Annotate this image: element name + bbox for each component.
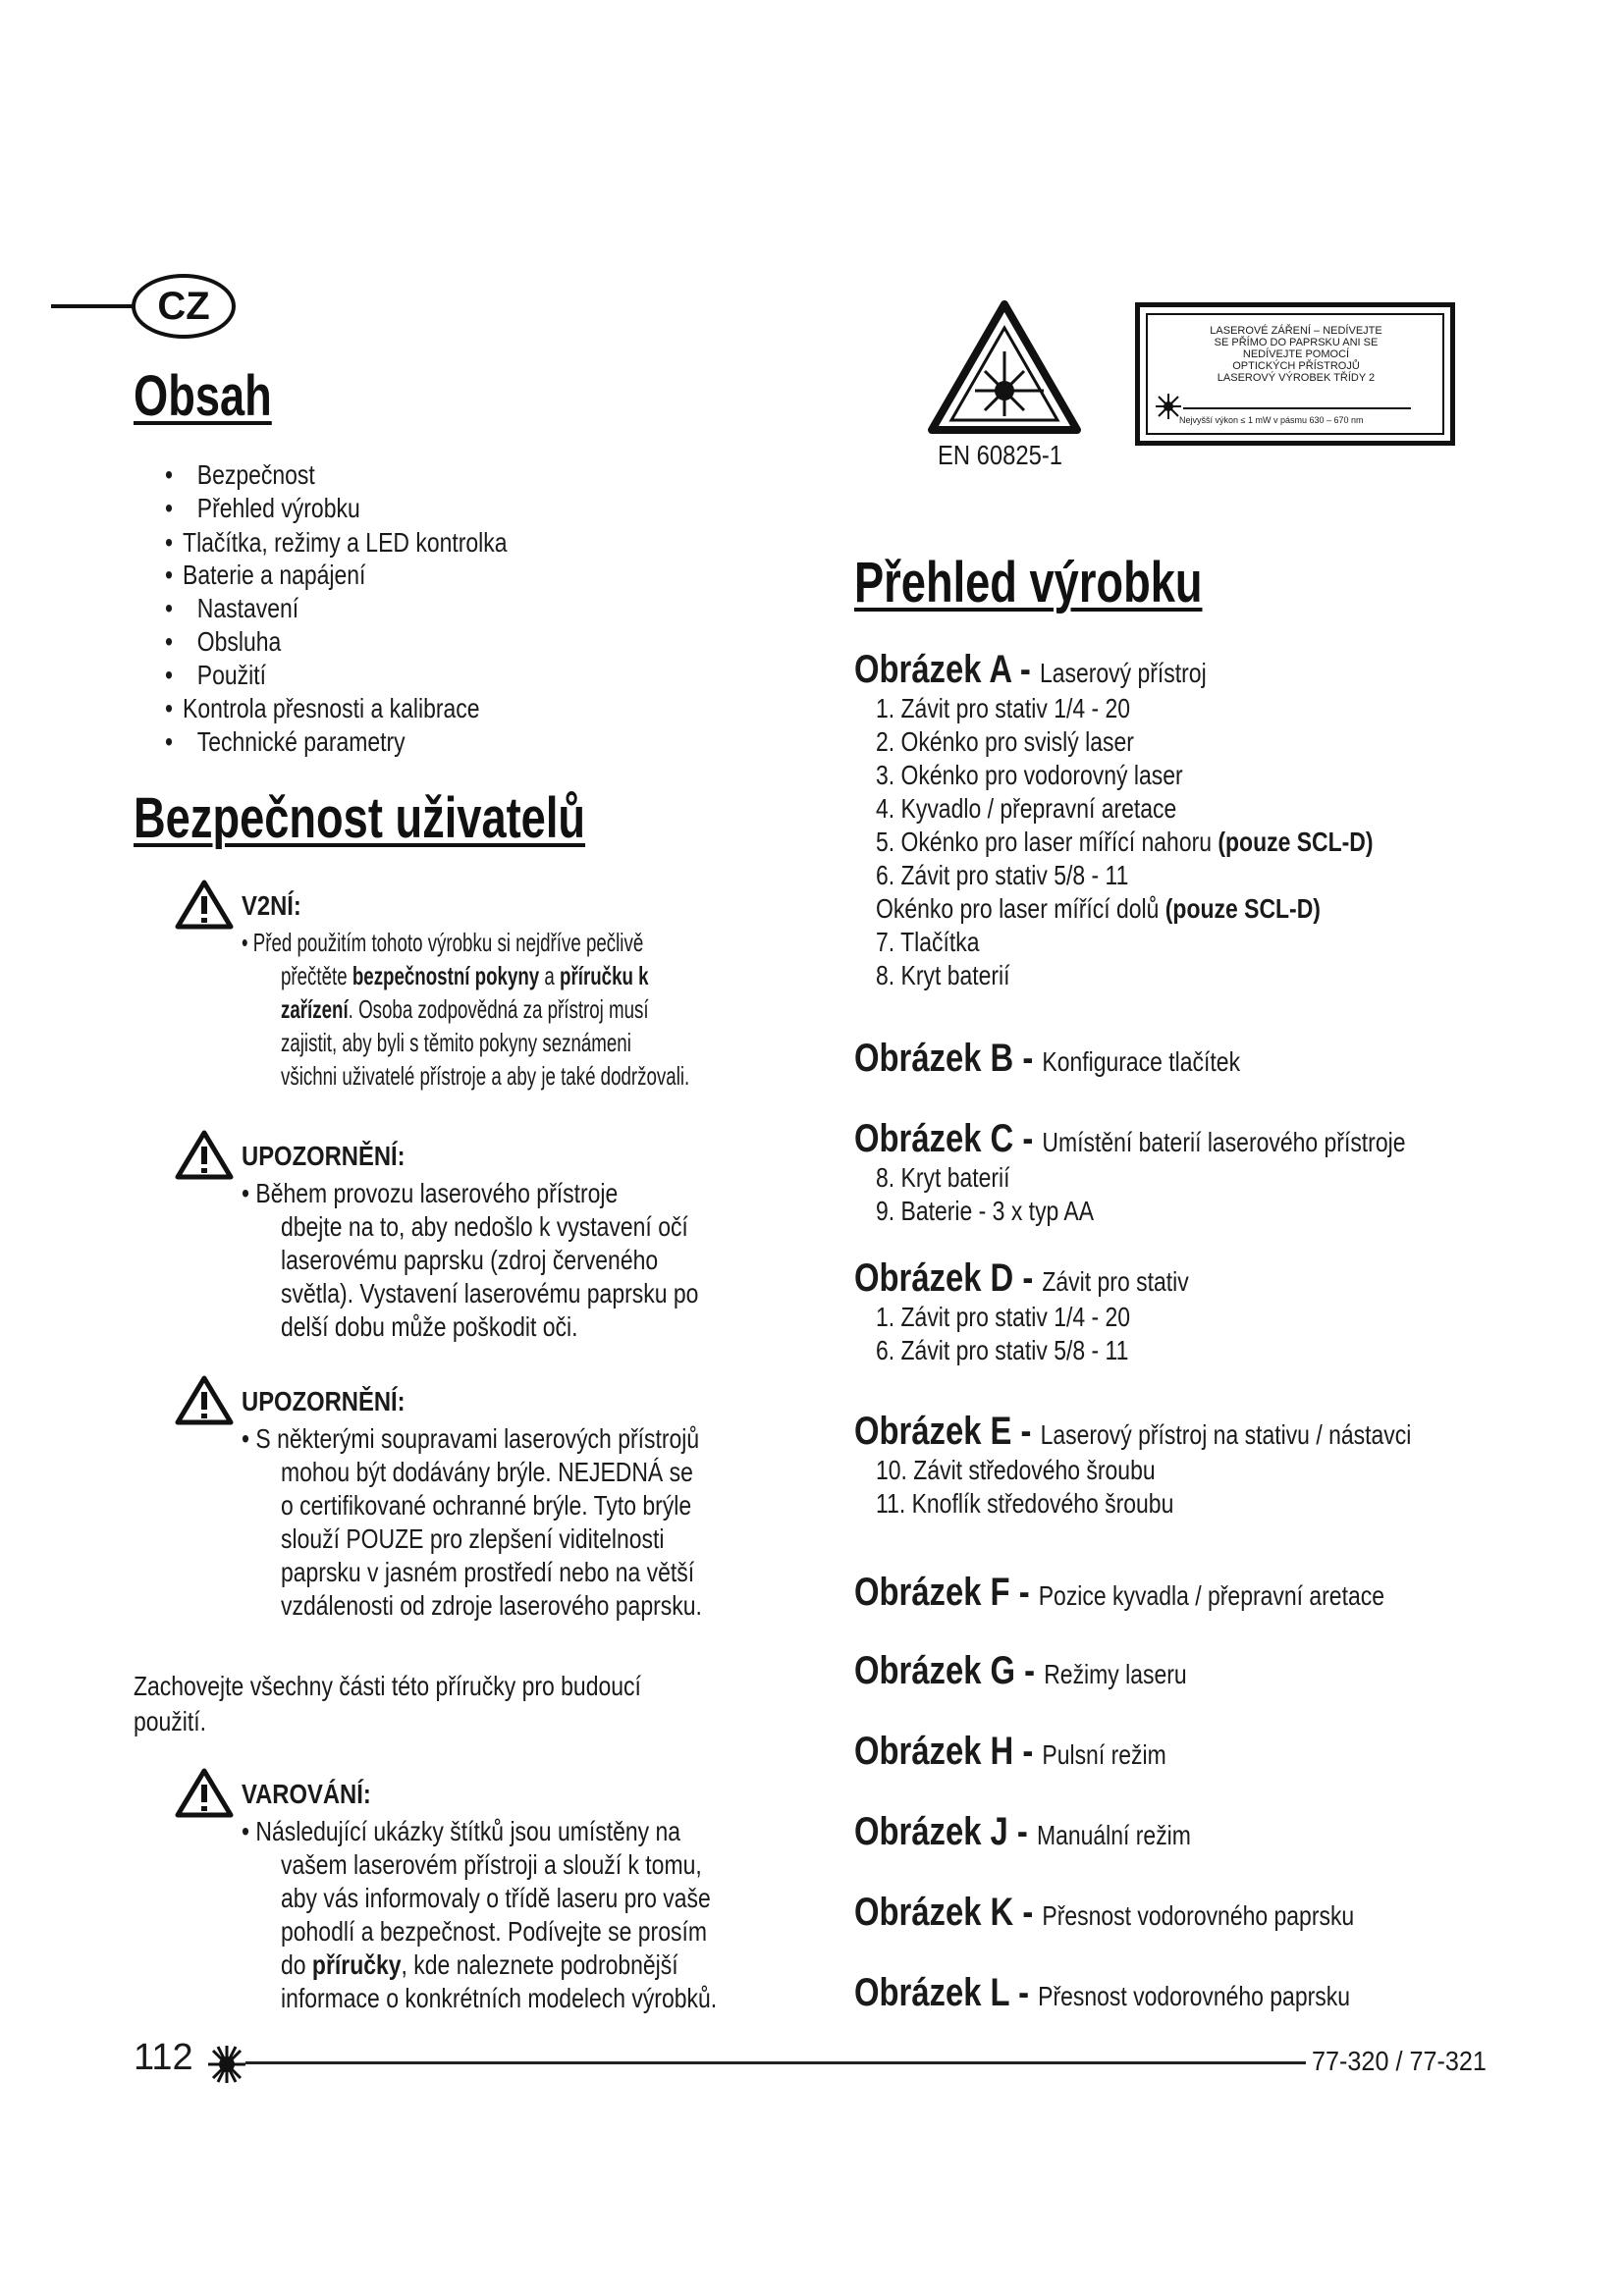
figure-heading: [854, 1891, 1354, 1935]
warning-text-line: • Před použitím tohoto výrobku si nejdříve pečlivě: [242, 928, 644, 957]
toc-item: [165, 693, 480, 724]
figure-heading: [854, 1649, 1187, 1693]
warning-triangle-icon: [175, 1767, 234, 1818]
figure-heading: [854, 648, 1207, 692]
figure-description: Závit pro stativ: [1042, 1266, 1189, 1297]
figure-label: Obrázek D: [854, 1256, 1014, 1300]
figure-label: Obrázek J: [854, 1810, 1008, 1853]
bullet: •: [165, 527, 174, 558]
figure-heading: [854, 1037, 1240, 1081]
toc-item: [165, 726, 406, 758]
warning-title: VAROVÁNÍ:: [242, 1779, 371, 1809]
bullet: •: [165, 560, 174, 590]
bullet: •: [165, 626, 174, 657]
figure-label: Obrázek K: [854, 1891, 1014, 1934]
warning-text-line: delší dobu může poškodit oči.: [281, 1311, 578, 1342]
figure-heading: [854, 1256, 1189, 1301]
figure-separator: -: [1013, 1256, 1043, 1300]
figure-part: 2. Okénko pro svislý laser: [876, 726, 1134, 757]
laser-label-text: [1164, 325, 1429, 384]
laser-label-line: LASEROVÝ VÝROBEK TŘÍDY 2: [1217, 372, 1376, 384]
country-badge: [132, 274, 236, 339]
keep-manual-line-1: Zachovejte všechny části této příručky pro budoucí: [134, 1671, 641, 1701]
bullet: •: [165, 493, 174, 523]
figure-label: Obrázek C: [854, 1117, 1014, 1160]
figure-separator: -: [1010, 648, 1040, 691]
warning-text-line: všichni uživatelé přístroje a aby je také dodržovali.: [281, 1061, 690, 1091]
keep-manual-note: [134, 1671, 641, 1737]
figure-part: 4. Kyvadlo / přepravní aretace: [876, 793, 1177, 824]
laser-class-label: [1135, 302, 1455, 446]
country-code: CZ: [157, 285, 210, 328]
warning-triangle-icon: [175, 1129, 234, 1180]
figure-description: Pulsní režim: [1042, 1739, 1166, 1770]
figure-label: Obrázek A: [854, 648, 1011, 691]
laser-burst-icon: [206, 2044, 247, 2085]
warning-text-line: aby vás informovaly o třídě laseru pro vaše: [281, 1883, 711, 1913]
toc-item: [165, 626, 281, 658]
figure-description: Přesnost vodorovného paprsku: [1042, 1900, 1355, 1931]
figure-heading: [854, 1971, 1350, 2015]
warning-text-line: světla). Vystavení laserovému paprsku po: [281, 1278, 699, 1308]
bullet: •: [165, 593, 174, 623]
bold-text: bezpečnostní pokyny: [352, 961, 540, 990]
bullet: •: [165, 726, 174, 757]
warning-text-line: do příručky, kde naleznete podrobnější: [281, 1949, 678, 1980]
figure-part: 1. Závit pro stativ 1/4 - 20: [876, 693, 1131, 723]
toc-item-label: Baterie a napájení: [183, 560, 366, 590]
warning-text-line: přečtěte bezpečnostní pokyny a příručku k: [281, 961, 649, 990]
warning-text-line: mohou být dodávány brýle. NEJEDNÁ se: [281, 1457, 693, 1487]
figure-label: Obrázek F: [854, 1571, 1010, 1614]
figure-description: Manuální režim: [1036, 1820, 1191, 1850]
warning-text-line: dbejte na to, aby nedošlo k vystavení očí: [281, 1211, 688, 1242]
laser-label-line: OPTICKÝCH PŘÍSTROJŮ: [1232, 360, 1360, 372]
figure-part: 8. Kryt baterií: [876, 1162, 1010, 1193]
bold-text: (pouze SCL-D): [1164, 893, 1321, 924]
warning-text-line: • Během provozu laserového přístroje: [242, 1178, 619, 1208]
warning-text-line: vašem laserovém přístroji a slouží k tomu,: [281, 1849, 702, 1880]
bold-text: (pouze SCL-D): [1218, 827, 1374, 857]
warning-text-line: slouží POUZE pro zlepšení viditelnosti: [281, 1523, 665, 1554]
warning-text-line: • Následující ukázky štítků jsou umístěny na: [242, 1816, 681, 1846]
bullet: •: [165, 693, 174, 723]
standard-label: EN 60825-1: [938, 440, 1063, 470]
figure-part: 7. Tlačítka: [876, 927, 980, 957]
figure-label: Obrázek L: [854, 1971, 1010, 2014]
laser-warning-sign: [928, 300, 1081, 434]
toc-heading: Obsah: [134, 364, 272, 428]
toc-item: [165, 459, 315, 491]
figure-part: 10. Závit středového šroubu: [876, 1455, 1156, 1485]
warning-text-line: zařízení. Osoba zodpovědná za přístroj musí: [281, 994, 649, 1024]
figure-heading: [854, 1810, 1191, 1854]
figure-part: 8. Kryt baterií: [876, 960, 1010, 990]
toc-item-label: Přehled výrobku: [196, 493, 360, 523]
toc-item-label: Technické parametry: [196, 726, 406, 757]
figure-description: Režimy laseru: [1044, 1659, 1187, 1689]
figure-heading: [854, 1410, 1411, 1454]
figure-heading: [854, 1730, 1166, 1774]
figure-separator: -: [1011, 1410, 1041, 1453]
footer-rule: [245, 2061, 1306, 2064]
laser-label-line: LASEROVÉ ZÁŘENÍ – NEDÍVEJTE: [1210, 325, 1382, 337]
toc-item-label: Bezpečnost: [196, 459, 315, 490]
figure-separator: -: [1009, 1971, 1039, 2014]
figure-separator: -: [1013, 1891, 1043, 1934]
toc-item: [165, 527, 508, 559]
figure-label: Obrázek B: [854, 1037, 1014, 1080]
figure-part: Okénko pro laser mířící dolů (pouze SCL-D): [876, 893, 1321, 924]
warning-text-line: informace o konkrétních modelech výrobků.: [281, 1983, 718, 2013]
figure-part: 6. Závit pro stativ 5/8 - 11: [876, 1335, 1129, 1365]
page-number: 112: [134, 2037, 193, 2078]
figure-part: 1. Závit pro stativ 1/4 - 20: [876, 1302, 1131, 1332]
figure-description: Umístění baterií laserového přístroje: [1042, 1127, 1406, 1157]
figure-heading: [854, 1571, 1384, 1615]
figure-separator: -: [1009, 1571, 1039, 1614]
figure-description: Pozice kyvadla / přepravní aretace: [1038, 1580, 1384, 1611]
laser-label-footnote: Nejvyšší výkon ≤ 1 mW v pásmu 630 – 670 nm: [1179, 415, 1364, 425]
warning-title: V2NÍ:: [242, 890, 301, 921]
bold-text: příručku k: [560, 961, 649, 990]
figure-description: Laserový přístroj na stativu / nástavci: [1040, 1419, 1412, 1450]
figure-label: Obrázek G: [854, 1649, 1016, 1692]
figure-separator: -: [1015, 1649, 1045, 1692]
toc-item-label: Nastavení: [196, 593, 299, 623]
bullet: •: [165, 660, 174, 690]
laser-label-line: NEDÍVEJTE POMOCÍ: [1242, 348, 1350, 360]
warning-text-line: zajistit, aby byli s těmito pokyny seznámeni: [281, 1028, 631, 1057]
warning-text-line: o certifikované ochranné brýle. Tyto brýle: [281, 1490, 692, 1521]
toc-item-label: Obsluha: [196, 626, 282, 657]
toc-item-label: Použití: [196, 660, 266, 690]
figure-separator: -: [1013, 1037, 1043, 1080]
laser-label-line: SE PŘÍMO DO PAPRSKU ANI SE: [1214, 337, 1379, 348]
overview-heading: Přehled výrobku: [854, 551, 1203, 614]
warning-title: UPOZORNĚNÍ:: [242, 1141, 406, 1171]
warning-triangle-icon: [175, 879, 234, 930]
figure-part: 11. Knoflík středového šroubu: [876, 1488, 1174, 1519]
figure-label: Obrázek E: [854, 1410, 1012, 1453]
warning-title: UPOZORNĚNÍ:: [242, 1386, 406, 1416]
warning-text-line: • S některými soupravami laserových přístrojů: [242, 1423, 700, 1454]
figure-description: Přesnost vodorovného paprsku: [1038, 1981, 1350, 2011]
warning-text-line: paprsku v jasném prostředí nebo na větší: [281, 1557, 695, 1587]
figure-description: Laserový přístroj: [1039, 658, 1207, 688]
figure-part: 3. Okénko pro vodorovný laser: [876, 760, 1183, 790]
figure-part: 5. Okénko pro laser mířící nahoru (pouze SCL-D): [876, 827, 1374, 857]
bold-text: zařízení: [281, 994, 349, 1024]
warning-text-line: pohodlí a bezpečnost. Podívejte se prosím: [281, 1916, 707, 1947]
toc-item-label: Tlačítka, režimy a LED kontrolka: [183, 527, 508, 558]
bold-text: příručky: [311, 1949, 402, 1980]
warning-text-line: laserovému paprsku (zdroj červeného: [281, 1245, 659, 1275]
toc-item: [165, 560, 365, 591]
warning-text-line: vzdálenosti od zdroje laserového paprsku.: [281, 1590, 702, 1621]
figure-separator: -: [1007, 1810, 1037, 1853]
figure-separator: -: [1013, 1117, 1043, 1160]
figure-label: Obrázek H: [854, 1730, 1014, 1773]
badge-line: [51, 304, 135, 308]
figure-description: Konfigurace tlačítek: [1042, 1046, 1241, 1077]
safety-heading: Bezpečnost uživatelů: [134, 786, 586, 850]
model-number: 77-320 / 77-321: [1312, 2046, 1487, 2076]
toc-item: [165, 660, 266, 691]
figure-part: 6. Závit pro stativ 5/8 - 11: [876, 860, 1129, 890]
figure-heading: [854, 1117, 1405, 1161]
warning-triangle-icon: [175, 1374, 234, 1425]
bullet: •: [165, 459, 174, 490]
toc-item: [165, 493, 360, 524]
toc-item: [165, 593, 298, 624]
toc-item-label: Kontrola přesnosti a kalibrace: [183, 693, 480, 723]
figure-part: 9. Baterie - 3 x typ AA: [876, 1196, 1095, 1226]
keep-manual-line-2: použití.: [134, 1706, 207, 1736]
figure-separator: -: [1013, 1730, 1043, 1773]
